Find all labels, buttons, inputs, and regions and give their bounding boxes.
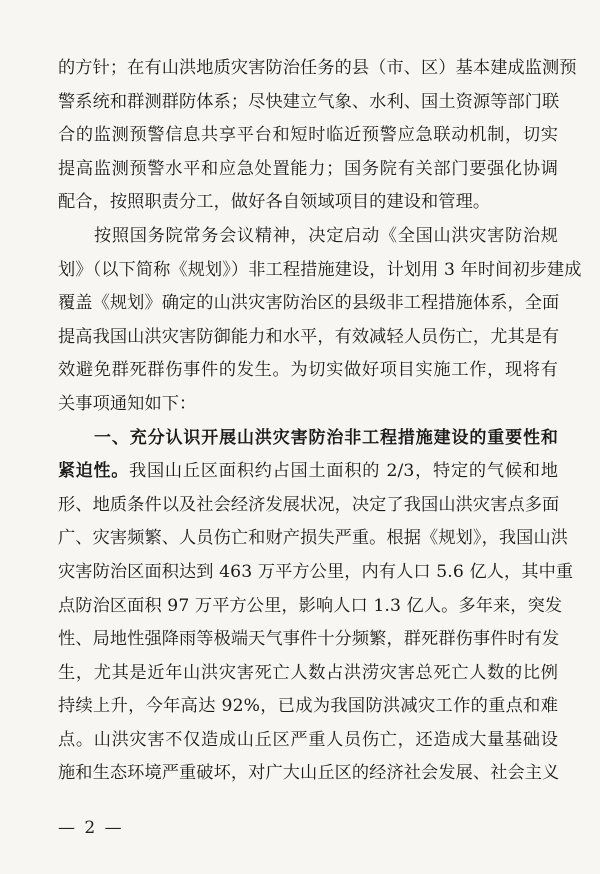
text-line: 生，尤其是近年山洪灾害死亡人数占洪涝灾害总死亡人数的比例 (58, 662, 558, 683)
text-line: 的方针；在有山洪地质灾害防治任务的县（市、区）基本建成监测预 (58, 58, 577, 78)
text-line: 广、灾害频繁、人员伤亡和财产损失严重。根据《规划》，我国山洪 (58, 528, 569, 549)
text-line: 点。山洪灾害不仅造成山丘区严重人员伤亡，还造成大量基础设 (58, 729, 558, 750)
section-heading: 一、充分认识开展山洪灾害防治非工程措施建设的重要性和 (94, 427, 558, 448)
text-line: 形、地质条件以及社会经济发展状况，决定了我国山洪灾害点多面 (58, 494, 560, 515)
text-line: 警系统和群测群防体系；尽快建立气象、水利、国土资源等部门联 (58, 91, 560, 112)
text-line-rest: 我国山丘区面积约占国土面积的 2/3，特定的气候和地 (129, 461, 558, 482)
text-line: 划》（以下简称《规划》）非工程措施建设，计划用 3 年时间初步建成 (58, 259, 582, 280)
paragraph-1 (58, 52, 577, 220)
paragraph-2 (58, 220, 582, 422)
text-line: 按照国务院常务会议精神，决定启动《全国山洪灾害防治规 (94, 225, 558, 246)
text-line: 提高监测预警水平和应急处置能力；国务院有关部门要强化协调 (58, 158, 558, 179)
document-page (58, 52, 582, 791)
text-line: 覆盖《规划》确定的山洪灾害防治区的县级非工程措施体系，全面 (58, 293, 560, 314)
text-line: 灾害防治区面积达到 463 万平方公里，内有人口 5.6 亿人，其中重 (58, 561, 574, 582)
paragraph-3 (58, 422, 574, 792)
text-line: 配合，按照职责分工，做好各自领域项目的建设和管理。 (58, 192, 491, 213)
text-line: 点防治区面积 97 万平方公里，影响人口 1.3 亿人。多年来，突发 (58, 595, 563, 616)
text-line: 合的监测预警信息共享平台和短时临近预警应急联动机制，切实 (58, 125, 558, 146)
text-line: 施和生态环境严重破坏，对广大山丘区的经济社会发展、社会主义 (58, 763, 560, 784)
text-line: 持续上升，今年高达 92%，已成为我国防洪减灾工作的重点和难 (58, 696, 558, 717)
page-number: — 2 — (58, 818, 124, 838)
text-line: 效避免群死群伤事件的发生。为切实做好项目实施工作，现将有 (58, 360, 558, 381)
text-line (58, 455, 558, 489)
text-line: 性、局地性强降雨等极端天气事件十分频繁，群死群伤事件时有发 (58, 629, 560, 650)
text-line: 关事项通知如下： (58, 393, 197, 414)
section-heading-continued: 紧迫性。 (58, 461, 130, 482)
text-line: 提高我国山洪灾害防御能力和水平，有效减轻人员伤亡，尤其是有 (58, 326, 560, 347)
